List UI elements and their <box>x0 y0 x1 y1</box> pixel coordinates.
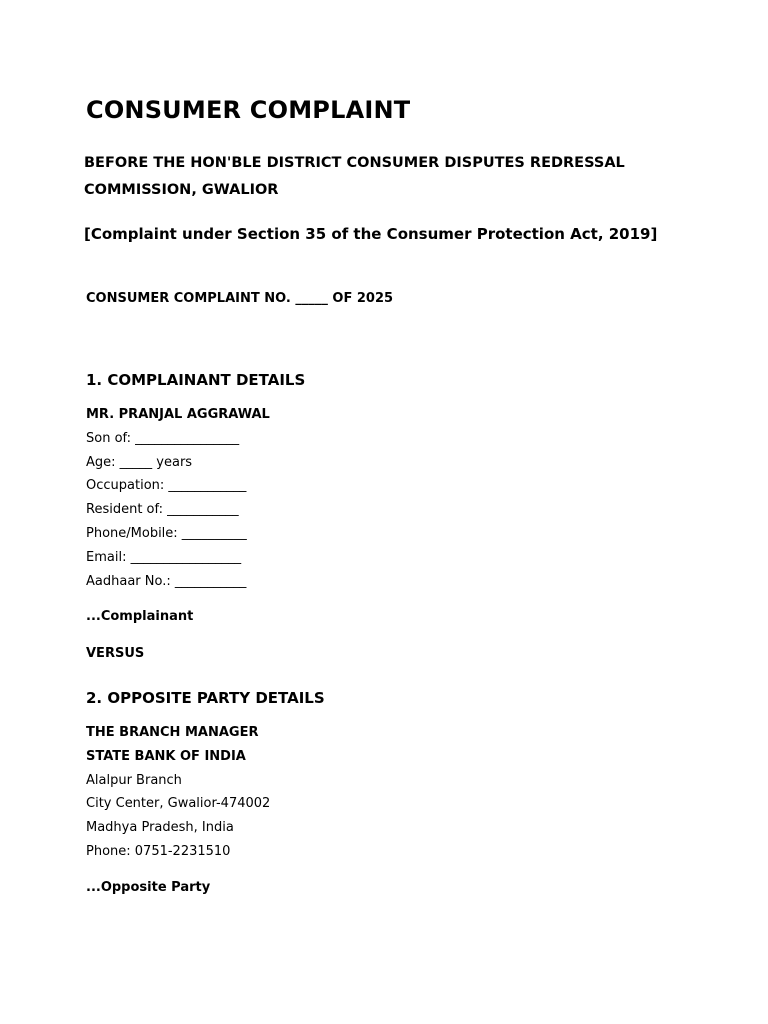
complaint-number: CONSUMER COMPLAINT NO. _____ OF 2025 <box>86 291 394 306</box>
complainant-email: Email: _________________ <box>86 549 242 565</box>
complainant-son-of: Son of: ________________ <box>86 430 240 446</box>
opposite-party-branch: Alalpur Branch <box>86 772 182 788</box>
opposite-party-address: City Center, Gwalior-474002 <box>86 796 271 812</box>
complainant-age: Age: _____ years <box>86 454 193 470</box>
complainant-resident-of: Resident of: ___________ <box>86 502 239 518</box>
complainant-tag: ...Complainant <box>86 609 194 624</box>
opposite-party-tag: ...Opposite Party <box>86 880 211 895</box>
opposite-party-designation: THE BRANCH MANAGER <box>86 725 259 740</box>
court-heading: BEFORE THE HON'BLE DISTRICT CONSUMER DISPUTES REDRESSAL COMMISSION, GWALIOR <box>84 155 625 198</box>
complainant-phone: Phone/Mobile: __________ <box>86 525 247 541</box>
opposite-party-details-heading: 2. OPPOSITE PARTY DETAILS <box>86 689 325 707</box>
document-title: CONSUMER COMPLAINT <box>86 96 411 124</box>
opposite-party-phone: Phone: 0751-2231510 <box>86 843 231 859</box>
section-reference: [Complaint under Section 35 of the Consumer Protection Act, 2019] <box>84 225 658 243</box>
complainant-occupation: Occupation: ____________ <box>86 478 247 494</box>
versus-label: VERSUS <box>86 646 145 661</box>
opposite-party-bank: STATE BANK OF INDIA <box>86 748 246 764</box>
complainant-name: MR. PRANJAL AGGRAWAL <box>86 407 270 422</box>
complainant-details-block <box>86 403 270 593</box>
complainant-aadhaar: Aadhaar No.: ___________ <box>86 573 247 589</box>
complainant-details-heading: 1. COMPLAINANT DETAILS <box>86 371 306 389</box>
opposite-party-state: Madhya Pradesh, India <box>86 820 234 836</box>
opposite-party-details-block <box>86 721 270 864</box>
